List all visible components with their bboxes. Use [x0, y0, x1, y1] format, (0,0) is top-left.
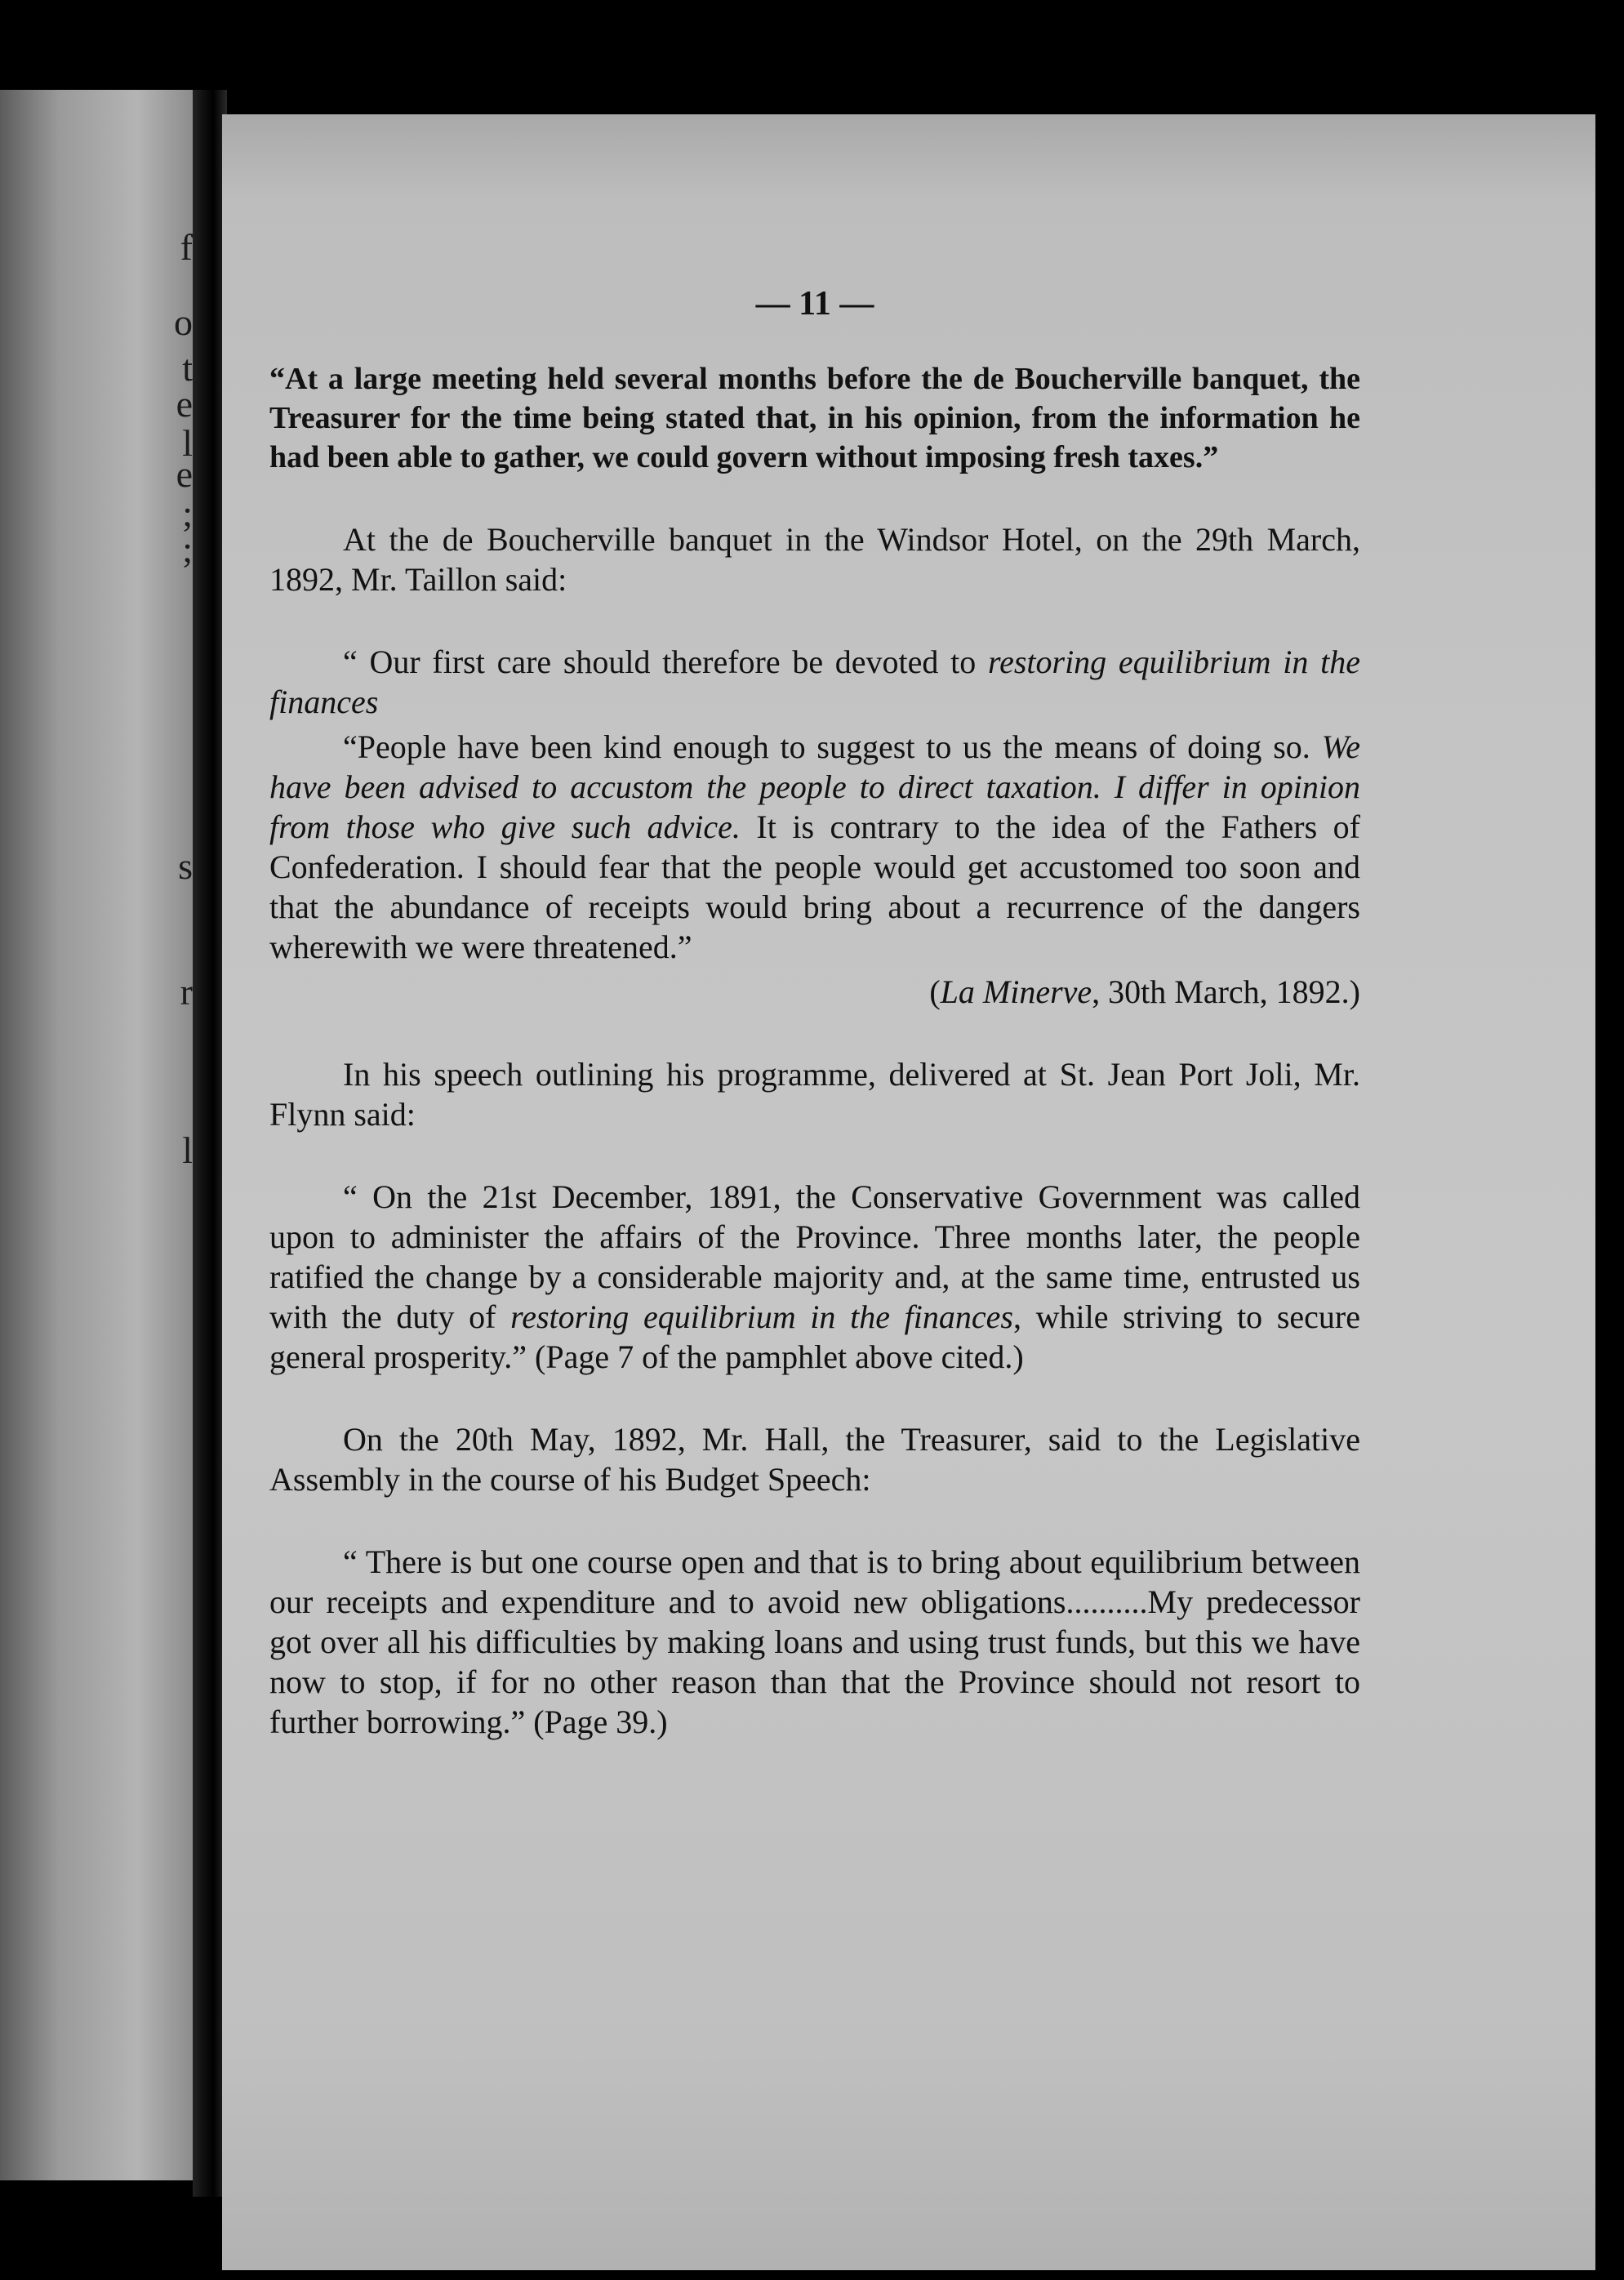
- text-run: “ There is but one course open and that is to bring about equilibrium between our receipts and expenditure and to avoid new obligations..........My predecessor got over all his difficulties by making loans and using trust funds, but this we have now to stop, if for no other reason than that the Province should not resort to further borrowing.” (Page 39.): [269, 1543, 1360, 1740]
- text-run: On the 20th May, 1892, Mr. Hall, the Treasurer, said to the Legislative Assembly in the course of his Budget Speech:: [269, 1421, 1360, 1498]
- text-run: , 30th March, 1892.): [1092, 973, 1360, 1010]
- paragraph: [269, 359, 1360, 477]
- quoted-paragraph: [269, 1542, 1360, 1742]
- block-spacer: [269, 1012, 1360, 1054]
- paragraph: [269, 1054, 1360, 1134]
- adjacent-page-edge: [0, 90, 196, 2180]
- italic-text: restoring equilibrium in the finances: [510, 1298, 1013, 1335]
- block-spacer: [269, 599, 1360, 642]
- quoted-paragraph: [269, 642, 1360, 722]
- text-run: In his speech outlining his programme, delivered at St. Jean Port Joli, Mr. Flynn said:: [269, 1056, 1360, 1133]
- block-spacer: [269, 477, 1360, 519]
- text-run: “People have been kind enough to suggest to us the means of doing so.: [343, 728, 1322, 765]
- left-page-fragment: o: [174, 301, 193, 343]
- left-page-fragment: r: [180, 971, 193, 1013]
- block-spacer: [269, 1134, 1360, 1177]
- left-page-fragment: e: [176, 453, 193, 495]
- left-page-fragment: s: [178, 845, 193, 887]
- left-page-fragment: ;: [182, 528, 193, 570]
- document-page: [222, 114, 1595, 2270]
- text-run: “ Our first care should therefore be devoted to: [343, 643, 988, 680]
- paragraph: [269, 1419, 1360, 1499]
- block-spacer: [269, 1499, 1360, 1542]
- citation: [269, 972, 1360, 1012]
- text-run: At the de Boucherville banquet in the Windsor Hotel, on the 29th March, 1892, Mr. Taillon said:: [269, 521, 1360, 598]
- page-number: — 11 —: [755, 285, 874, 323]
- text-body: [269, 359, 1360, 1742]
- italic-text: restoring equilibrium in the finances: [269, 643, 1360, 720]
- text-run: “At a large meeting held several months before the de Boucherville banquet, the Treasurer for the time being stated that, in his opinion, from the information he had been able to gather, we could govern without imposing fresh taxes.”: [269, 362, 1360, 474]
- quoted-paragraph: [269, 1177, 1360, 1377]
- left-page-fragment: f: [180, 226, 193, 268]
- left-page-fragment: t: [182, 347, 193, 389]
- left-page-fragment: l: [182, 422, 193, 464]
- text-run: , while striving to secure general prosperity.” (Page 7 of the pamphlet above cited.): [269, 1298, 1361, 1375]
- text-run: It is contrary to the idea of the Fathers of Confederation. I should fear that the people would get accustomed too soon and that the abundance of receipts would bring about a recurrence of the dangers wherewith we were threatened.”: [269, 808, 1360, 965]
- left-page-fragment: l: [182, 1129, 193, 1171]
- italic-text: La Minerve: [940, 973, 1092, 1010]
- block-spacer: [269, 1377, 1360, 1419]
- quoted-paragraph: [269, 727, 1360, 967]
- left-page-fragment: e: [176, 383, 193, 425]
- italic-text: We have been advised to accustom the people to direct taxation. I differ in opinion from those who give such advice.: [269, 728, 1360, 845]
- left-page-fragment: ;: [182, 492, 193, 534]
- paragraph: [269, 519, 1360, 599]
- text-run: (: [929, 973, 941, 1010]
- text-run: “ On the 21st December, 1891, the Conservative Government was called upon to administer the affairs of the Province. Three months later, the people ratified the change by a considerable majority and, at the same time, entrusted us with the duty of: [269, 1178, 1360, 1335]
